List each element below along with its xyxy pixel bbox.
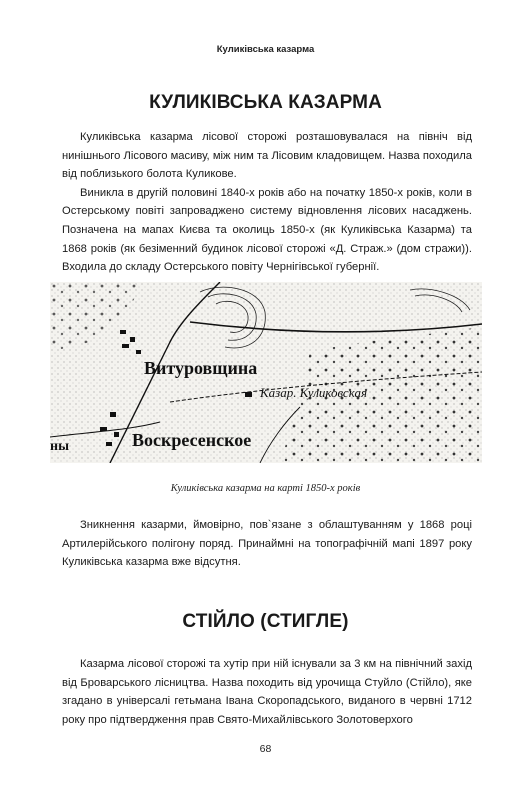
map-label-barracks: Казар. Куликовская [260,385,367,400]
paragraph: Виникла в другій половині 1840-х років або на початку 1850-х років, коли в Остерському повіті запроваджено систему відновлення лісових насаджень. Позначена на мапах Києва та околиць 1850-х (як Куликівська Казарма) та 1868 років (як безіменний будинок лісової сторожі «Д. Страж.» (дом стражи)). Входила до складу Остерського повіту Чернігівської губернії. [62,186,472,274]
section-title-stiilo: СТІЙЛО (СТИГЛЕ) [182,611,349,632]
section2-text [62,655,472,729]
paragraph: Казарма лісової сторожі та хутір при ній існували за 3 км на північний захід від Броварського лісництва. Назва походить від урочища Стуйло (Стійло), яке згадано в універсалі гетьмана Івана Скоропадського, виданого в червні 1712 року про підтвердження прав Свято-Михайлівського Золотоверхого [62,658,472,726]
figure-caption: Куликівська казарма на карті 1850-х років [170,483,361,494]
running-head: Куликівська казарма [216,44,315,55]
section-title-kulykivska: КУЛИКІВСЬКА КАЗАРМА [149,92,382,113]
map-label-voskresenske: Воскресенское [132,430,252,450]
map-label-edge-fragment: ны [50,439,69,454]
section1-continued-text [62,516,472,572]
historical-map-figure [50,282,482,463]
page-number: 68 [259,743,272,755]
map-label-vyturovshchyna: Витуровщина [144,358,258,378]
paragraph: Зникнення казарми, ймовірно, пов`язане з облаштуванням у 1868 році Артилерійського полігону поряд. Принаймні на топографічній мапі 1897 року Куликівська казарма вже відсутня. [62,519,472,569]
section1-text [62,128,472,277]
paragraph: Куликівська казарма лісової сторожі розташовувалася на північ від нинішнього Лісового масиву, між ним та Лісовим кладовищем. Назва походила від поблизького болота Куликове. [62,131,472,181]
